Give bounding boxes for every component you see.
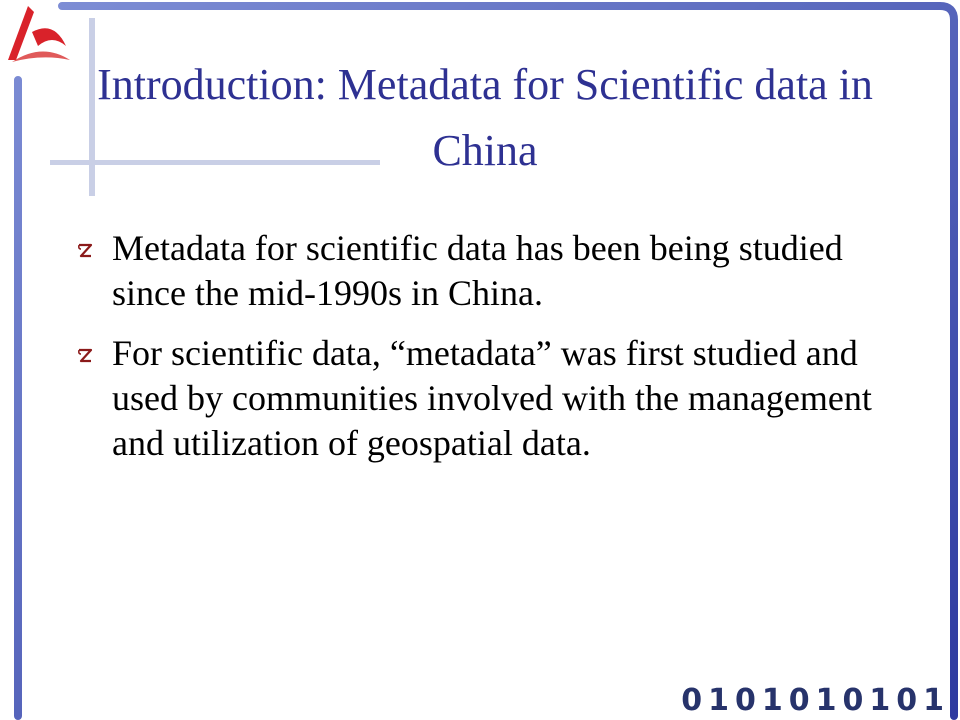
z-glyph-bullet-icon	[76, 242, 94, 260]
bullet-item	[76, 331, 876, 466]
binary-digits-decoration: 0101010101	[681, 683, 950, 718]
bullet-text: Metadata for scientific data has been being studied since the mid-1990s in China.	[112, 228, 843, 313]
bullet-text: For scientific data, “metadata” was first studied and used by communities involved with the management and utilization of geospatial data.	[112, 333, 872, 463]
z-glyph-bullet-icon	[76, 347, 94, 365]
bullet-item	[76, 226, 876, 316]
slide-title: Introduction: Metadata for Scientific data in China	[97, 60, 873, 175]
bullet-list	[76, 226, 876, 481]
